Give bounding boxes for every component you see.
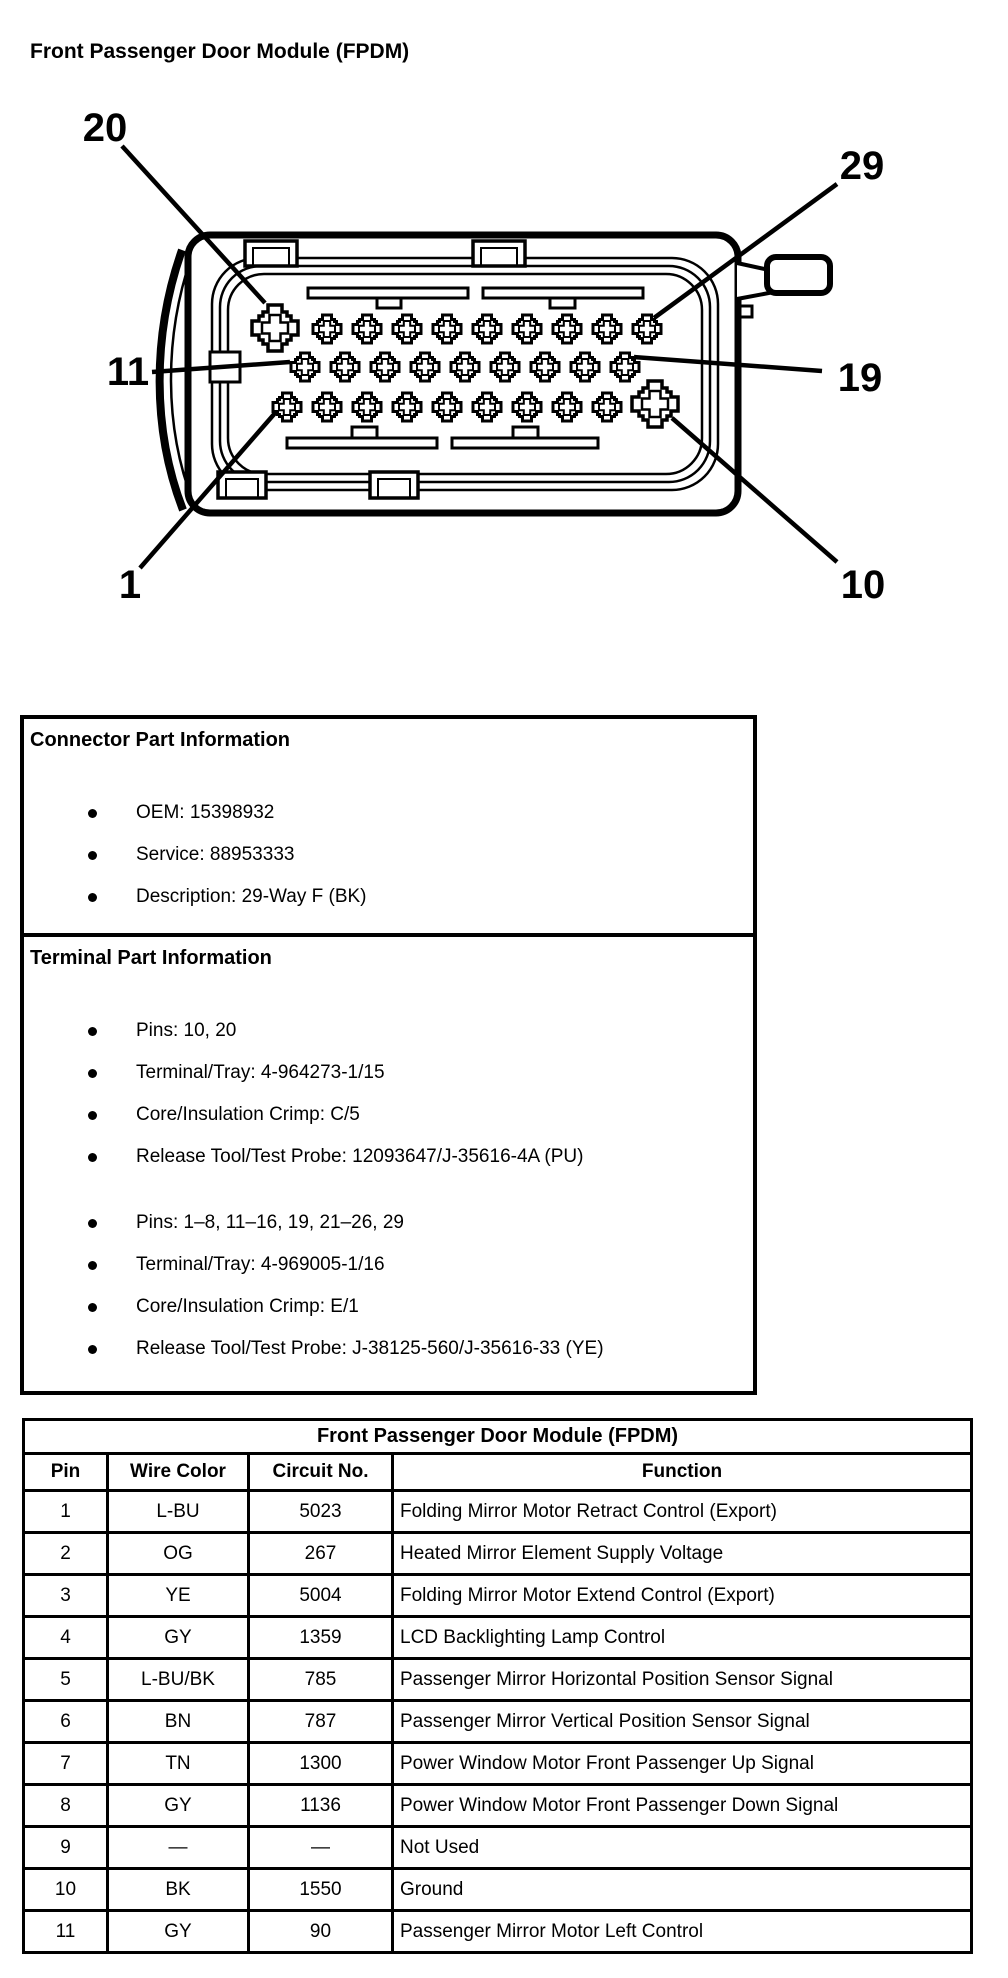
table-row xyxy=(24,1533,972,1575)
table-cell: YE xyxy=(108,1575,249,1617)
bullet-item xyxy=(88,1052,753,1094)
callout-label-1: 1 xyxy=(118,563,142,607)
callout-label-10: 10 xyxy=(840,563,886,607)
bullet-icon xyxy=(88,1153,97,1162)
bullet-item xyxy=(88,1286,753,1328)
column-header-function: Function xyxy=(393,1454,972,1491)
bullet-icon xyxy=(88,809,97,818)
bullet-text: Release Tool/Test Probe: J-38125-560/J-35616-33 (YE) xyxy=(136,1338,604,1359)
part-information-box xyxy=(20,715,757,1395)
table-cell: Power Window Motor Front Passenger Up Signal xyxy=(393,1743,972,1785)
bullet-icon xyxy=(88,1219,97,1228)
blade-slot-top-1-key xyxy=(377,298,401,308)
table-cell: 10 xyxy=(24,1869,108,1911)
table-row xyxy=(24,1827,972,1869)
bullet-text: Terminal/Tray: 4-969005-1/16 xyxy=(136,1254,385,1275)
table-cell: GY xyxy=(108,1617,249,1659)
bullet-text: Pins: 1–8, 11–16, 19, 21–26, 29 xyxy=(136,1212,404,1233)
terminal-part-information-section xyxy=(24,937,753,1370)
bullet-text: Service: 88953333 xyxy=(136,844,295,865)
table-cell: 11 xyxy=(24,1911,108,1953)
table-cell: 2 xyxy=(24,1533,108,1575)
table-cell: Not Used xyxy=(393,1827,972,1869)
table-cell: Passenger Mirror Horizontal Position Sensor Signal xyxy=(393,1659,972,1701)
bullet-text: Core/Insulation Crimp: E/1 xyxy=(136,1296,359,1317)
page-title: Front Passenger Door Module (FPDM) xyxy=(30,40,410,63)
table-row xyxy=(24,1491,972,1533)
bullet-item xyxy=(88,792,753,834)
bullet-text: Description: 29-Way F (BK) xyxy=(136,886,367,907)
table-cell: 5004 xyxy=(249,1575,393,1617)
table-body xyxy=(24,1491,972,1953)
table-cell: L-BU xyxy=(108,1491,249,1533)
bullet-icon xyxy=(88,1345,97,1354)
table-cell: Folding Mirror Motor Retract Control (Export) xyxy=(393,1491,972,1533)
latch-tab xyxy=(767,257,830,293)
table-cell: 9 xyxy=(24,1827,108,1869)
table-cell: 1136 xyxy=(249,1785,393,1827)
table-cell: 1359 xyxy=(249,1617,393,1659)
table-title: Front Passenger Door Module (FPDM) xyxy=(24,1420,972,1454)
table-row xyxy=(24,1617,972,1659)
terminal-part-information-list-1 xyxy=(88,1010,753,1178)
bullet-icon xyxy=(88,851,97,860)
blade-slot-bottom-1-key xyxy=(352,427,377,438)
table-cell: 1550 xyxy=(249,1869,393,1911)
table-cell: Passenger Mirror Vertical Position Sensor Signal xyxy=(393,1701,972,1743)
bullet-item xyxy=(88,1136,753,1178)
bullet-icon xyxy=(88,1303,97,1312)
table-cell: GY xyxy=(108,1785,249,1827)
table-cell: GY xyxy=(108,1911,249,1953)
table-row xyxy=(24,1785,972,1827)
blade-slot-bottom-2-key xyxy=(513,427,538,438)
bullet-item xyxy=(88,1010,753,1052)
callout-label-11: 11 xyxy=(106,350,150,394)
table-row xyxy=(24,1575,972,1617)
table-cell: 785 xyxy=(249,1659,393,1701)
bullet-icon xyxy=(88,1261,97,1270)
column-header-circuit: Circuit No. xyxy=(249,1454,393,1491)
connector-diagram xyxy=(60,100,910,620)
table-row xyxy=(24,1659,972,1701)
table-cell: 3 xyxy=(24,1575,108,1617)
column-header-pin: Pin xyxy=(24,1454,108,1491)
blade-slot-top-2-key xyxy=(550,298,575,308)
table-cell: 8 xyxy=(24,1785,108,1827)
callout-label-19: 19 xyxy=(837,356,883,400)
bullet-item xyxy=(88,1094,753,1136)
connector-part-information-section xyxy=(24,719,753,937)
table-row xyxy=(24,1701,972,1743)
table-cell: 267 xyxy=(249,1533,393,1575)
terminal-part-information-title: Terminal Part Information xyxy=(30,947,272,969)
terminal-part-information-list-2 xyxy=(88,1202,753,1370)
table-cell: Folding Mirror Motor Extend Control (Export) xyxy=(393,1575,972,1617)
table-title-row xyxy=(24,1420,972,1454)
table-cell: Passenger Mirror Motor Left Control xyxy=(393,1911,972,1953)
table-row xyxy=(24,1743,972,1785)
bullet-icon xyxy=(88,1111,97,1120)
bullet-item xyxy=(88,1244,753,1286)
table-cell: Power Window Motor Front Passenger Down Signal xyxy=(393,1785,972,1827)
bullet-icon xyxy=(88,893,97,902)
table-cell: L-BU/BK xyxy=(108,1659,249,1701)
table-cell: 4 xyxy=(24,1617,108,1659)
table-cell: 7 xyxy=(24,1743,108,1785)
callout-label-20: 20 xyxy=(82,106,128,150)
table-cell: 5 xyxy=(24,1659,108,1701)
callout-label-29: 29 xyxy=(839,144,885,188)
bullet-item xyxy=(88,834,753,876)
table-cell: BK xyxy=(108,1869,249,1911)
table-cell: BN xyxy=(108,1701,249,1743)
bullet-item xyxy=(88,1328,753,1370)
bullet-item xyxy=(88,876,753,918)
table-cell: 1 xyxy=(24,1491,108,1533)
table-cell: — xyxy=(108,1827,249,1869)
connector-part-information-title: Connector Part Information xyxy=(30,729,291,751)
bullet-text: OEM: 15398932 xyxy=(136,802,275,823)
connector-part-information-list xyxy=(88,792,753,918)
bullet-text: Core/Insulation Crimp: C/5 xyxy=(136,1104,360,1125)
bullet-text: Release Tool/Test Probe: 12093647/J-35616-4A (PU) xyxy=(136,1146,584,1167)
table-cell: TN xyxy=(108,1743,249,1785)
table-cell: 90 xyxy=(249,1911,393,1953)
pin-function-table xyxy=(22,1418,973,1954)
bullet-text: Terminal/Tray: 4-964273-1/15 xyxy=(136,1062,385,1083)
table-cell: Ground xyxy=(393,1869,972,1911)
bullet-icon xyxy=(88,1027,97,1036)
table-cell: 787 xyxy=(249,1701,393,1743)
table-cell: 5023 xyxy=(249,1491,393,1533)
column-header-wire: Wire Color xyxy=(108,1454,249,1491)
bullet-icon xyxy=(88,1069,97,1078)
table-row xyxy=(24,1869,972,1911)
table-cell: 1300 xyxy=(249,1743,393,1785)
table-cell: OG xyxy=(108,1533,249,1575)
table-cell: — xyxy=(249,1827,393,1869)
table-cell: LCD Backlighting Lamp Control xyxy=(393,1617,972,1659)
table-cell: 6 xyxy=(24,1701,108,1743)
bullet-text: Pins: 10, 20 xyxy=(136,1020,237,1041)
table-cell: Heated Mirror Element Supply Voltage xyxy=(393,1533,972,1575)
table-row xyxy=(24,1911,972,1953)
table-header-row xyxy=(24,1454,972,1491)
bullet-item xyxy=(88,1202,753,1244)
